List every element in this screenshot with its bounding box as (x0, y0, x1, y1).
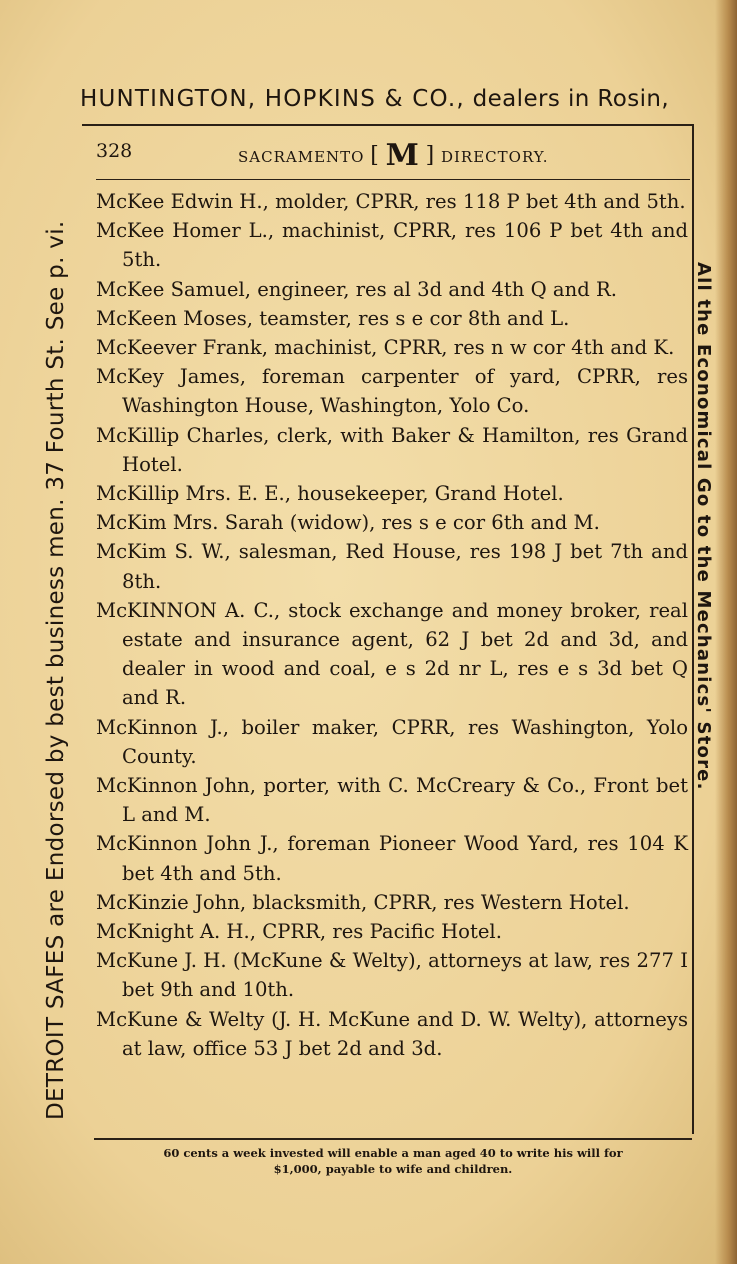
directory-entry: McKinnon John, porter, with C. McCreary & Co., Front bet L and M. (96, 774, 688, 827)
right-margin-advertisement: All the Economical Go to the Mechanics' Store. (693, 262, 714, 791)
directory-entry: McKim S. W., salesman, Red House, res 198 J bet 7th and 8th. (96, 540, 688, 593)
directory-entry: McKeever Frank, machinist, CPRR, res n w cor 4th and K. (96, 336, 675, 360)
directory-entry: McKee Samuel, engineer, res al 3d and 4th Q and R. (96, 277, 617, 301)
running-title-right: DIRECTORY. (440, 148, 549, 166)
directory-entry: McKune J. H. (McKune & Welty), attorneys at law, res 277 I bet 9th and 10th. (96, 949, 688, 1002)
top-ad-text: dealers in Rosin, (464, 86, 670, 112)
footer-line-1: 60 cents a week invested will enable a man aged 40 to write his will for (163, 1146, 623, 1160)
directory-entry: McKeen Moses, teamster, res s e cor 8th and L. (96, 306, 570, 330)
close-bracket: ] (425, 143, 436, 168)
directory-entry: McKnight A. H., CPRR, res Pacific Hotel. (96, 920, 502, 944)
running-title (238, 138, 549, 173)
directory-entry: McKee Edwin H., molder, CPRR, res 118 P bet 4th and 5th. (96, 190, 686, 213)
section-letter: M (385, 138, 420, 173)
top-advertisement (80, 86, 720, 112)
directory-entry: McKillip Mrs. E. E., housekeeper, Grand Hotel. (96, 482, 564, 506)
directory-entry: McKee Homer L., machinist, CPRR, res 106 P bet 4th and 5th. (96, 219, 688, 272)
directory-entry: McKINNON A. C., stock exchange and money broker, real estate and insurance agent, 62 J bet 2d and 3d, and dealer in wood and coal, e s 2d nr L, res e s 3d bet Q and R. (96, 598, 688, 710)
top-ad-firm: HUNTINGTON, HOPKINS & CO., (80, 86, 465, 112)
directory-entry: McKinzie John, blacksmith, CPRR, res Western Hotel. (96, 890, 630, 914)
directory-entry: McKinnon John J., foreman Pioneer Wood Yard, res 104 K bet 4th and 5th. (96, 832, 688, 885)
page-number: 328 (96, 140, 133, 162)
running-title-left: SACRAMENTO (238, 148, 365, 166)
directory-entry: McKey James, foreman carpenter of yard, CPRR, res Washington House, Washington, Yolo Co. (96, 365, 688, 418)
footer-rule (94, 1138, 692, 1140)
directory-entries (96, 187, 688, 1063)
directory-entry: McKune & Welty (J. H. McKune and D. W. Welty), attorneys at law, office 53 J bet 2d and 3d. (96, 1007, 688, 1060)
footer-line-2: $1,000, payable to wife and children. (273, 1162, 513, 1176)
directory-entry: McKim Mrs. Sarah (widow), res s e cor 6th and M. (96, 511, 600, 535)
footer-advertisement (96, 1145, 690, 1177)
running-header (96, 138, 686, 174)
open-bracket: [ (370, 143, 380, 168)
directory-entry: McKillip Charles, clerk, with Baker & Hamilton, res Grand Hotel. (96, 423, 688, 476)
left-margin-advertisement: DETROIT SAFES are Endorsed by best business men. 37 Fourth St. See p. vi. (43, 220, 69, 1120)
header-rule (96, 179, 690, 180)
directory-entry: McKinnon J., boiler maker, CPRR, res Washington, Yolo County. (96, 715, 688, 768)
